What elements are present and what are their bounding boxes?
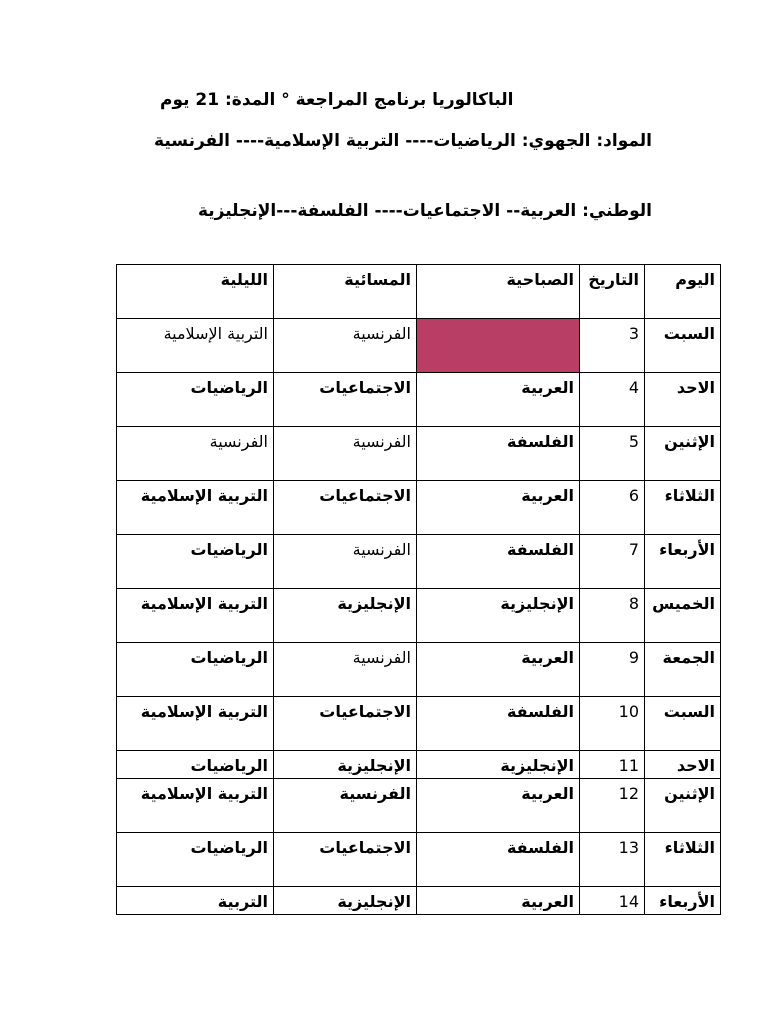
cell-evening: الإنجليزية bbox=[274, 589, 417, 643]
cell-night: الرياضيات bbox=[117, 535, 274, 589]
cell-night: الرياضيات bbox=[117, 751, 274, 779]
schedule-table bbox=[116, 264, 721, 915]
table-row bbox=[117, 427, 721, 481]
cell-day: السبت bbox=[645, 319, 721, 373]
cell-date: 3 bbox=[580, 319, 645, 373]
cell-date: 9 bbox=[580, 643, 645, 697]
table-row bbox=[117, 643, 721, 697]
cell-day: الإثنين bbox=[645, 427, 721, 481]
schedule-body bbox=[117, 319, 721, 915]
cell-evening: الاجتماعيات bbox=[274, 373, 417, 427]
table-row bbox=[117, 535, 721, 589]
cell-evening: الفرنسية bbox=[274, 643, 417, 697]
cell-evening: الفرنسية bbox=[274, 319, 417, 373]
cell-morning bbox=[417, 319, 580, 373]
cell-night: الفرنسية bbox=[117, 427, 274, 481]
cell-date: 8 bbox=[580, 589, 645, 643]
cell-date: 10 bbox=[580, 697, 645, 751]
cell-day: الاحد bbox=[645, 373, 721, 427]
cell-night: الرياضيات bbox=[117, 373, 274, 427]
cell-date: 11 bbox=[580, 751, 645, 779]
cell-morning: الفلسفة bbox=[417, 697, 580, 751]
cell-date: 12 bbox=[580, 779, 645, 833]
page-title: الباكالوريا برنامج المراجعة ° المدة: 21 يوم bbox=[160, 90, 514, 110]
table-row bbox=[117, 779, 721, 833]
cell-date: 14 bbox=[580, 887, 645, 915]
cell-night: التربية الإسلامية bbox=[117, 319, 274, 373]
cell-day: الخميس bbox=[645, 589, 721, 643]
cell-evening: الفرنسية bbox=[274, 535, 417, 589]
cell-date: 5 bbox=[580, 427, 645, 481]
cell-morning: الفلسفة bbox=[417, 833, 580, 887]
cell-date: 7 bbox=[580, 535, 645, 589]
cell-evening: الاجتماعيات bbox=[274, 481, 417, 535]
cell-evening: الفرنسية bbox=[274, 779, 417, 833]
regional-subjects: المواد: الجهوي: الرياضيات---- التربية الإسلامية---- الفرنسية bbox=[154, 131, 652, 151]
cell-morning: العربية bbox=[417, 481, 580, 535]
cell-night: الرياضيات bbox=[117, 833, 274, 887]
table-row bbox=[117, 589, 721, 643]
table-row bbox=[117, 373, 721, 427]
cell-evening: الإنجليزية bbox=[274, 751, 417, 779]
cell-evening: الفرنسية bbox=[274, 427, 417, 481]
cell-evening: الاجتماعيات bbox=[274, 833, 417, 887]
table-header-row bbox=[117, 265, 721, 319]
cell-morning: الإنجليزية bbox=[417, 751, 580, 779]
cell-night: التربية الإسلامية bbox=[117, 589, 274, 643]
cell-evening: الإنجليزية bbox=[274, 887, 417, 915]
cell-night: التربية الإسلامية bbox=[117, 779, 274, 833]
cell-day: الثلاثاء bbox=[645, 481, 721, 535]
cell-day: الإثنين bbox=[645, 779, 721, 833]
cell-date: 4 bbox=[580, 373, 645, 427]
cell-day: الجمعة bbox=[645, 643, 721, 697]
cell-morning: العربية bbox=[417, 373, 580, 427]
cell-morning: العربية bbox=[417, 643, 580, 697]
table-row bbox=[117, 833, 721, 887]
cell-day: الثلاثاء bbox=[645, 833, 721, 887]
cell-date: 6 bbox=[580, 481, 645, 535]
header-night: الليلية bbox=[117, 265, 274, 319]
cell-morning: العربية bbox=[417, 779, 580, 833]
cell-date: 13 bbox=[580, 833, 645, 887]
table-row bbox=[117, 751, 721, 779]
cell-night: التربية الإسلامية bbox=[117, 697, 274, 751]
national-subjects: الوطني: العربية-- الاجتماعيات---- الفلسفة---الإنجليزية bbox=[197, 201, 652, 221]
cell-day: السبت bbox=[645, 697, 721, 751]
header-day: اليوم bbox=[645, 265, 721, 319]
header-morning: الصباحية bbox=[417, 265, 580, 319]
cell-morning: الإنجليزية bbox=[417, 589, 580, 643]
cell-evening: الاجتماعيات bbox=[274, 697, 417, 751]
table-row bbox=[117, 319, 721, 373]
cell-morning: العربية bbox=[417, 887, 580, 915]
cell-day: الأربعاء bbox=[645, 535, 721, 589]
cell-night: التربية bbox=[117, 887, 274, 915]
cell-night: التربية الإسلامية bbox=[117, 481, 274, 535]
cell-night: الرياضيات bbox=[117, 643, 274, 697]
table-row bbox=[117, 697, 721, 751]
cell-day: الاحد bbox=[645, 751, 721, 779]
cell-day: الأربعاء bbox=[645, 887, 721, 915]
table-row bbox=[117, 887, 721, 915]
header-evening: المسائية bbox=[274, 265, 417, 319]
header-date: التاريخ bbox=[580, 265, 645, 319]
cell-morning: الفلسفة bbox=[417, 535, 580, 589]
table-row bbox=[117, 481, 721, 535]
cell-morning: الفلسفة bbox=[417, 427, 580, 481]
